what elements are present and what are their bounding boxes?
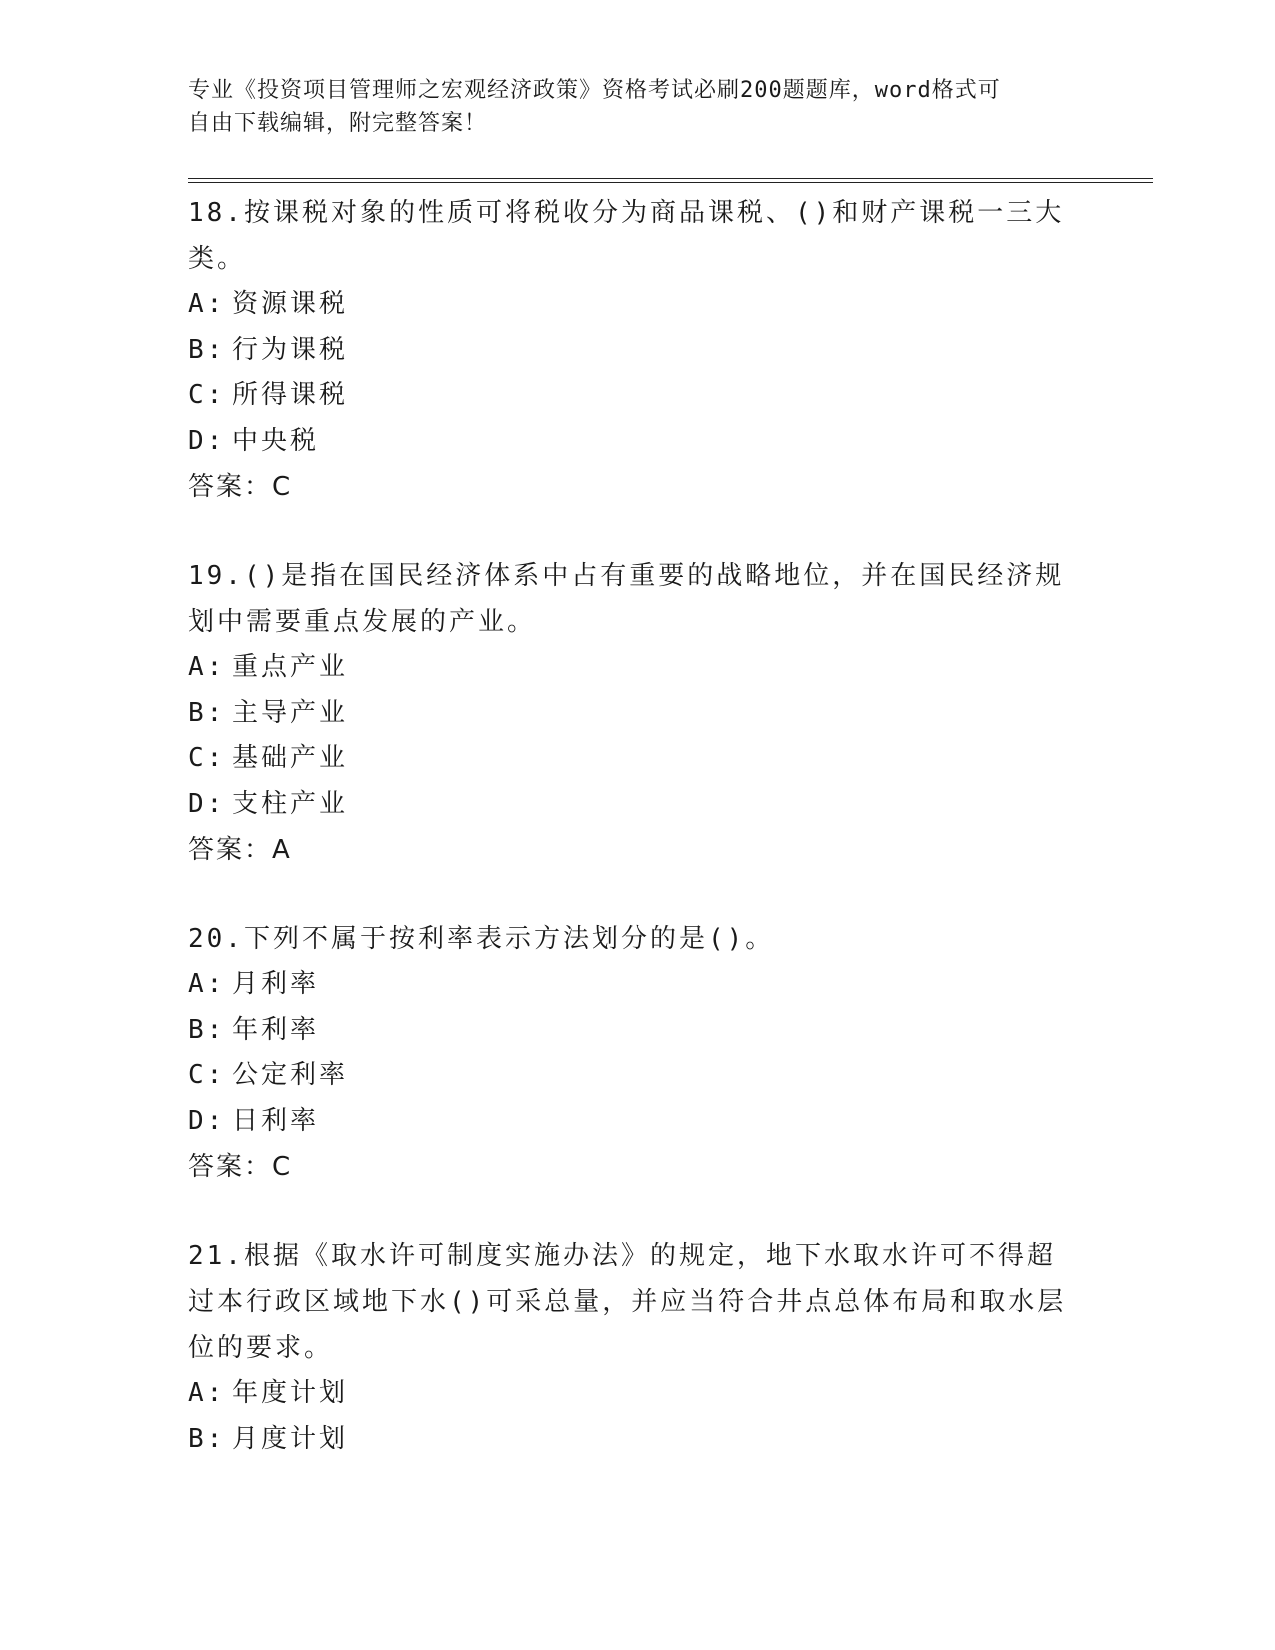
option-text: 重点产业 [232, 652, 349, 682]
question-list [188, 190, 1068, 1505]
question-text: 19.()是指在国民经济体系中占有重要的战略地位，并在国民经济规划中需要重点发展的产业。 [188, 561, 1065, 637]
question-19 [188, 553, 1068, 873]
option-d [188, 1099, 1068, 1145]
option-text: 支柱产业 [232, 788, 349, 819]
option-b [188, 328, 1068, 374]
option-letter: B: [188, 697, 226, 728]
question-20 [188, 916, 1068, 1190]
option-text: 月利率 [232, 969, 320, 999]
option-b [188, 1417, 1068, 1463]
option-d [188, 419, 1068, 465]
option-letter: B: [188, 1014, 226, 1045]
option-letter: C: [188, 380, 226, 410]
question-text: 21.根据《取水许可制度实施办法》的规定，地下水取水许可不得超过本行政区域地下水()可采总量，并应当符合井点总体布局和取水层位的要求。 [188, 1241, 1067, 1363]
option-text: 日利率 [232, 1105, 320, 1136]
option-text: 行为课税 [232, 334, 349, 365]
option-a [188, 645, 1068, 691]
option-letter: A: [188, 969, 226, 999]
option-c [188, 736, 1068, 782]
option-a [188, 282, 1068, 328]
option-b [188, 691, 1068, 737]
option-a [188, 962, 1068, 1008]
option-d [188, 782, 1068, 828]
option-letter: A: [188, 652, 226, 682]
option-letter: C: [188, 1060, 226, 1090]
answer-line: 答案：C [188, 472, 293, 502]
question-text: 20.下列不属于按利率表示方法划分的是()。 [188, 924, 775, 954]
answer-line: 答案：C [188, 1152, 293, 1182]
option-letter: C: [188, 743, 226, 773]
option-text: 年利率 [232, 1014, 320, 1045]
document-header [188, 74, 1068, 140]
option-letter: D: [188, 425, 226, 456]
option-text: 基础产业 [232, 743, 349, 773]
question-21 [188, 1233, 1068, 1462]
option-text: 公定利率 [232, 1060, 349, 1090]
option-text: 中央税 [232, 425, 320, 456]
option-letter: D: [188, 788, 226, 819]
option-letter: A: [188, 289, 226, 319]
question-text: 18.按课税对象的性质可将税收分为商品课税、()和财产课税一三大类。 [188, 198, 1065, 274]
option-c [188, 1053, 1068, 1099]
header-divider [188, 178, 1153, 183]
option-letter: A: [188, 1378, 226, 1408]
option-text: 月度计划 [232, 1423, 349, 1454]
option-text: 主导产业 [232, 697, 349, 728]
option-text: 所得课税 [232, 380, 349, 410]
answer-line: 答案：A [188, 835, 292, 865]
option-letter: B: [188, 1423, 226, 1454]
option-c [188, 373, 1068, 419]
option-letter: B: [188, 334, 226, 365]
option-a [188, 1371, 1068, 1417]
question-18 [188, 190, 1068, 510]
option-letter: D: [188, 1105, 226, 1136]
header-line-1: 专业《投资项目管理师之宏观经济政策》资格考试必刷200题题库，word格式可 [188, 78, 1001, 103]
header-line-2: 自由下载编辑，附完整答案！ [188, 111, 488, 136]
option-text: 资源课税 [232, 289, 349, 319]
option-text: 年度计划 [232, 1378, 349, 1408]
option-b [188, 1008, 1068, 1054]
